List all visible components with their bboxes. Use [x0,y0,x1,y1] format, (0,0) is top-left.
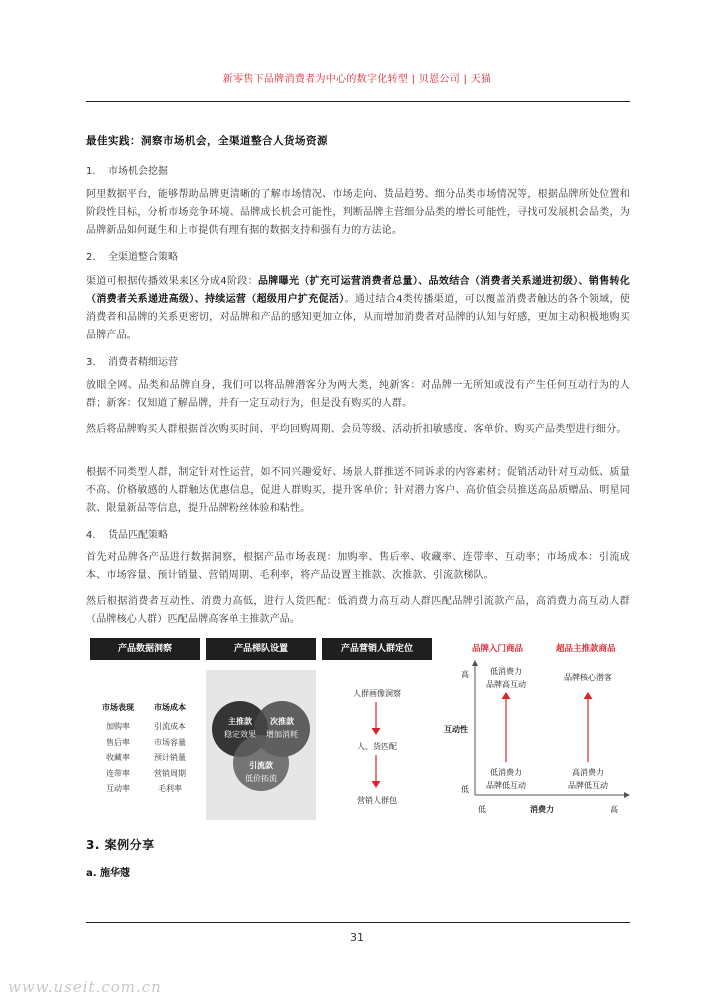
section-number: 1. [86,166,96,177]
flow-step-matching: 人、货匹配 [357,742,397,751]
section-2-heading [86,248,178,263]
y-axis-label: 互动性 [444,725,468,734]
quadrant-text: 高消费力 [572,768,604,777]
paragraph-omnichannel [86,273,630,345]
y-axis-high: 高 [461,670,469,679]
quadrant-top-left [476,665,536,691]
paragraph-matching: 然后根据消费者互动性、消费力高低，进行人货匹配：低消费力高互动人群匹配品牌引流款产品，高消费力高互动人群（品牌核心人群）匹配品牌高客单主推款产品。 [86,596,630,625]
flagship-product-heading: 超品主推款商品 [556,644,616,654]
x-axis-high: 高 [610,805,618,814]
secondary-push-sub: 增加消耗 [266,730,298,739]
quadrant-text: 低消费力 [490,667,522,676]
section-number: 2. [86,252,96,263]
section-title: 全渠道整合策略 [108,252,178,263]
paragraph-segmentation: 然后将品牌购买人群根据首次购买时间、平均回购周期、会员等级、活动折扣敏感度、客单价、购买产品类型进行细分。 [86,424,627,435]
product-tier-bar: 产品梯队设置 [206,638,316,660]
matrix-arrow-up-icon [582,692,594,764]
secondary-push-label [254,715,310,741]
metric-item: 引流成本 [154,722,186,731]
header-rule [86,101,630,102]
quadrant-text: 品牌高互动 [486,680,526,689]
metric-item: 营销周期 [154,768,186,778]
metric-item: 收藏率 [106,753,130,762]
market-performance-list [96,719,140,797]
flow-arrow-down-icon [370,755,382,789]
paragraph-prospects: 放眼全网、品类和品牌自身，我们可以将品牌潜客分为两大类，纯新客：对品牌一无所知或没有产生任何互动行为的人群；新客：仅知道了解品牌，并有一定互动行为，但是没有购买的人群。 [86,380,630,409]
x-axis-label: 消费力 [530,805,554,814]
section-3-heading [86,353,178,368]
case-study-subheading: a. 施华蔻 [86,868,131,879]
quadrant-text: 低消费力 [490,768,522,777]
running-header: 新零售下品牌消费者为中心的数字化转型 | 贝恩公司 | 天猫 [222,74,492,85]
paragraph-bold-text: 品牌曝光（扩充可运营消费者总量）、品效结合（消费者关系递进初级）、销售转化（消费者关系递进高级）、持续运营（超级用户扩充促活） [86,276,630,305]
section-title: 消费者精细运营 [108,357,178,368]
section-title: 货品匹配策略 [108,530,168,541]
section-4-heading [86,526,168,541]
case-study-heading: 3. 案例分享 [86,838,155,852]
secondary-push-title: 次推款 [270,717,294,726]
flow-step-audience-pack: 营销人群包 [357,796,397,805]
flow-step-portrait: 人群画像洞察 [353,689,401,698]
metric-item: 市场容量 [154,737,186,747]
paragraph-market-opportunity: 阿里数据平台，能够帮助品牌更清晰的了解市场情况、市场走向、货品趋势、细分品类市场情况等，根据品牌所处位置和阶段性目标，分析市场竞争环境、品牌成长机会可能性，判断品牌主营细分品类的增长可能性，寻找可发展机会品类，为品牌新品如何诞生和上市提供有理有据的数据支持和强有力的方法论。 [86,189,630,236]
quadrant-bottom-left [476,766,536,792]
entry-product-heading: 品牌入门商品 [472,644,524,654]
flow-arrow-down-icon [370,702,382,736]
main-push-sub: 稳定效果 [224,730,256,739]
product-tier-panel [206,670,316,820]
matrix-arrow-up-icon [500,692,512,764]
y-axis-low: 低 [461,785,469,794]
metric-item: 毛利率 [158,784,182,793]
market-performance-header: 市场表现 [102,703,134,712]
traffic-product-title: 引流款 [249,761,273,770]
x-axis-low: 低 [478,805,486,814]
metric-item: 互动率 [106,784,130,793]
market-cost-list [148,719,192,797]
traffic-product-label [233,759,289,785]
marketing-audience-bar: 产品营销人群定位 [322,638,432,660]
section-number: 3. [86,357,96,368]
quadrant-text: 品牌核心潜客 [564,673,612,682]
quadrant-text: 品牌低互动 [486,781,526,790]
metric-item: 预计销量 [154,753,186,762]
quadrant-top-right [556,672,620,683]
main-push-title: 主推款 [228,717,252,726]
section-1-heading [86,162,168,177]
paragraph-targeted-ops: 根据不同类型人群，制定针对性运营，如不同兴趣爱好、场景人群推送不同诉求的内容素材；促销活动针对互动低、质量不高、价格敏感的人群触达优惠信息，促进人群购买，提升客单价；针对潜力客户、高价值会员推送高品质赠品、明星同款、限量新品等信息，提升品牌粉丝体验和粘性。 [86,467,630,514]
metric-item: 加购率 [106,722,130,731]
best-practice-title: 最佳实践：洞察市场机会，全渠道整合人货场资源 [86,135,328,147]
quadrant-bottom-right [556,766,620,792]
paragraph-text: 渠道可根据传播效果来区分成4阶段： [86,276,258,287]
watermark: www.useit.com.cn [8,978,162,996]
page-number: 31 [350,931,364,944]
quadrant-text: 品牌低互动 [568,781,608,790]
paragraph-product-insight: 首先对品牌各产品进行数据洞察，根据产品市场表现：加购率、售后率、收藏率、连带率、互动率；市场成本：引流成本、市场容量、预计销量、营销周期、毛利率，将产品设置主推款、次推款、引流款梯队。 [86,552,630,581]
section-title: 市场机会挖掘 [108,166,168,177]
footer-rule [86,922,630,923]
metric-item: 连带率 [106,768,130,778]
metrics-table [96,702,192,797]
traffic-product-sub: 低价拓流 [245,774,277,783]
paragraph-text: 。通过结合4类传播渠道，可以覆盖消费者触达的各个领域，使消费者和品牌的关系更密切，对品牌和产品的感知更加立体，从而增加消费者对品牌的认知与好感，更加主动积极地购买品牌产品。 [86,294,631,341]
market-cost-header: 市场成本 [154,703,186,712]
metric-item: 售后率 [106,737,130,747]
section-number: 4. [86,530,96,541]
product-data-insight-bar: 产品数据洞察 [90,638,200,660]
